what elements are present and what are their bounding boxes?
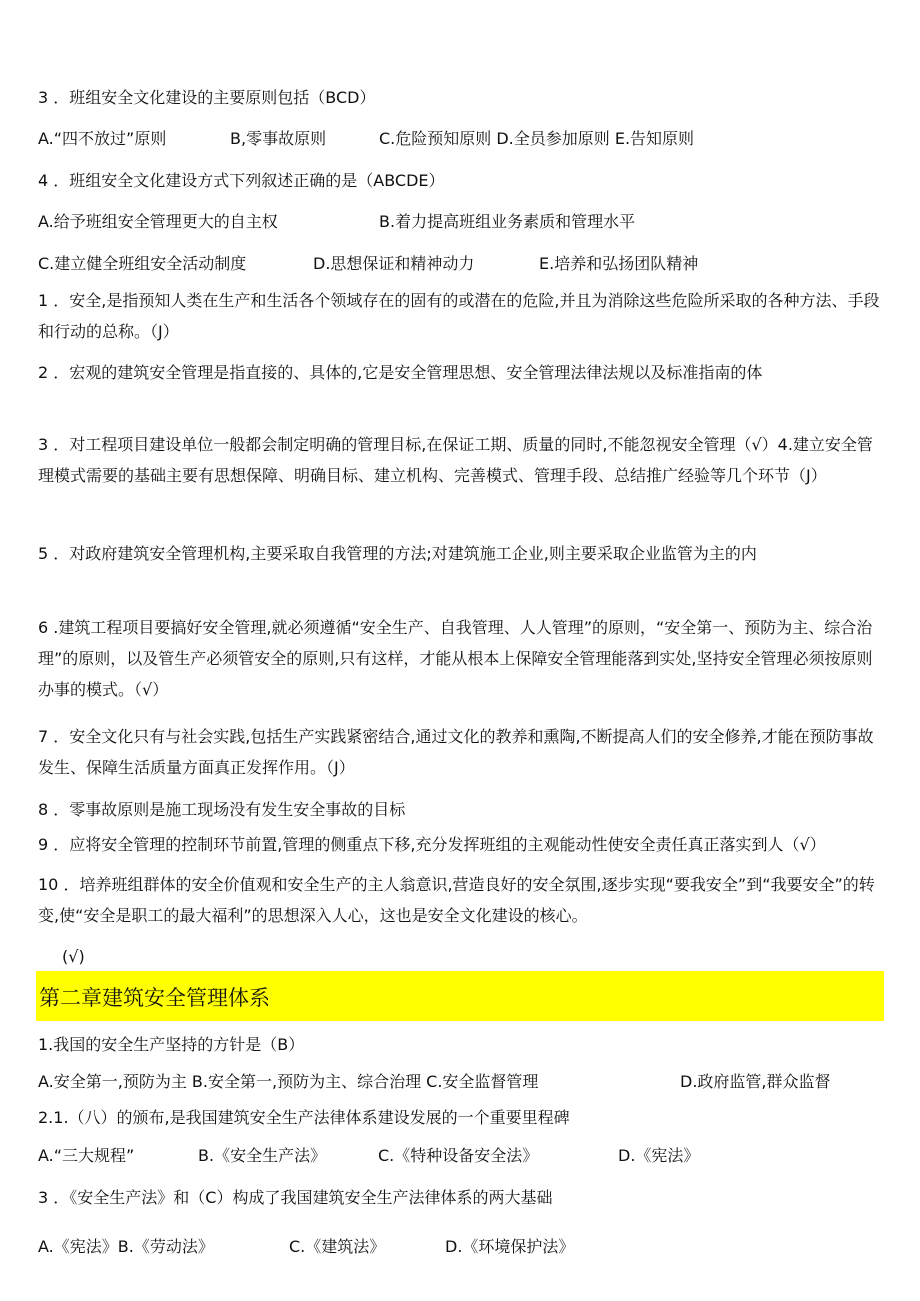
c2q1-options-abc: A.安全第一,预防为主 B.安全第一,预防为主、综合治理 C.安全监督管理 [38, 1072, 539, 1091]
c2q2-option-c: C.《特种设备安全法》 [378, 1146, 539, 1165]
statement-8: 8 ．零事故原则是施工现场没有发生安全事故的目标 [38, 800, 406, 819]
c2q2-option-b: B.《安全生产法》 [198, 1146, 327, 1165]
q4-option-a: A.给予班组安全管理更大的自主权 [38, 212, 278, 231]
c2q2-option-d: D.《宪法》 [618, 1146, 700, 1165]
question-3-title: 3 ．班组安全文化建设的主要原则包括（BCD） [38, 88, 376, 107]
q3-option-b: B,零事故原则 [230, 129, 327, 148]
statement-2: 2 ．宏观的建筑安全管理是指直接的、具体的,它是安全管理思想、安全管理法律法规以及标准指南的体 [38, 363, 763, 382]
statement-6: 6 .建筑工程项目要搞好安全管理,就必须遵循“安全生产、自我管理、人人管理”的原则，“安全第一、预防为主、综合治理”的原则，以及管生产必须管安全的原则,只有这样，才能从根本上保障安全管理能落到实处,坚持安全管理必须按原则办事的模式。（√） [38, 618, 873, 699]
statement-3-4: 3 ．对工程项目建设单位一般都会制定明确的管理目标,在保证工期、质量的同时,不能忽视安全管理（√）4.建立安全管理模式需要的基础主要有思想保障、明确目标、建立机构、完善模式、管理手段、总结推广经验等几个环节（J） [38, 435, 873, 485]
statement-10-answer: (√) [62, 947, 85, 966]
q4-option-c: C.建立健全班组安全活动制度 [38, 254, 247, 273]
c2q3-options-ab: A.《宪法》B.《劳动法》 [38, 1237, 214, 1256]
c2q2-option-a: A.“三大规程” [38, 1146, 135, 1165]
c2q3-option-c: C.《建筑法》 [289, 1237, 386, 1256]
chapter2-question-2-title: 2.1.（八）的颁布,是我国建筑安全生产法律体系建设发展的一个重要里程碑 [38, 1108, 570, 1127]
chapter2-question-1-title: 1.我国的安全生产坚持的方针是（B） [38, 1035, 305, 1054]
q4-option-d: D.思想保证和精神动力 [313, 254, 475, 273]
q3-option-a: A.“四不放过”原则 [38, 129, 167, 148]
question-4-title: 4 ．班组安全文化建设方式下列叙述正确的是（ABCDE） [38, 171, 445, 190]
chapter-title: 第二章建筑安全管理体系 [39, 986, 270, 1010]
statement-9: 9 ．应将安全管理的控制环节前置,管理的侧重点下移,充分发挥班组的主观能动性使安全责任真正落实到人（√） [38, 835, 826, 854]
q3-option-cde: C.危险预知原则 D.全员参加原则 E.告知原则 [379, 129, 695, 148]
chapter2-question-3-title: 3 ．《安全生产法》和（C）构成了我国建筑安全生产法律体系的两大基础 [38, 1188, 553, 1207]
c2q1-option-d: D.政府监管,群众监督 [680, 1072, 831, 1091]
c2q3-option-d: D.《环境保护法》 [445, 1237, 575, 1256]
statement-1: 1 ．安全,是指预知人类在生产和生活各个领域存在的固有的或潜在的危险,并且为消除这些危险所采取的各种方法、手段和行动的总称。（J） [38, 291, 880, 341]
q4-option-e: E.培养和弘扬团队精神 [539, 254, 699, 273]
q4-option-b: B.着力提高班组业务素质和管理水平 [379, 212, 636, 231]
statement-7: 7 ．安全文化只有与社会实践,包括生产实践紧密结合,通过文化的教养和熏陶,不断提高人们的安全修养,才能在预防事故发生、保障生活质量方面真正发挥作用。（J） [38, 727, 874, 777]
statement-10: 10 ．培养班组群体的安全价值观和安全生产的主人翁意识,营造良好的安全氛围,逐步实现“要我安全”到“我要安全”的转变,使“安全是职工的最大福利”的思想深入人心，这也是安全文化建设的核心。 [38, 875, 875, 925]
statement-5: 5 ．对政府建筑安全管理机构,主要采取自我管理的方法;对建筑施工企业,则主要采取企业监管为主的内 [38, 544, 757, 563]
